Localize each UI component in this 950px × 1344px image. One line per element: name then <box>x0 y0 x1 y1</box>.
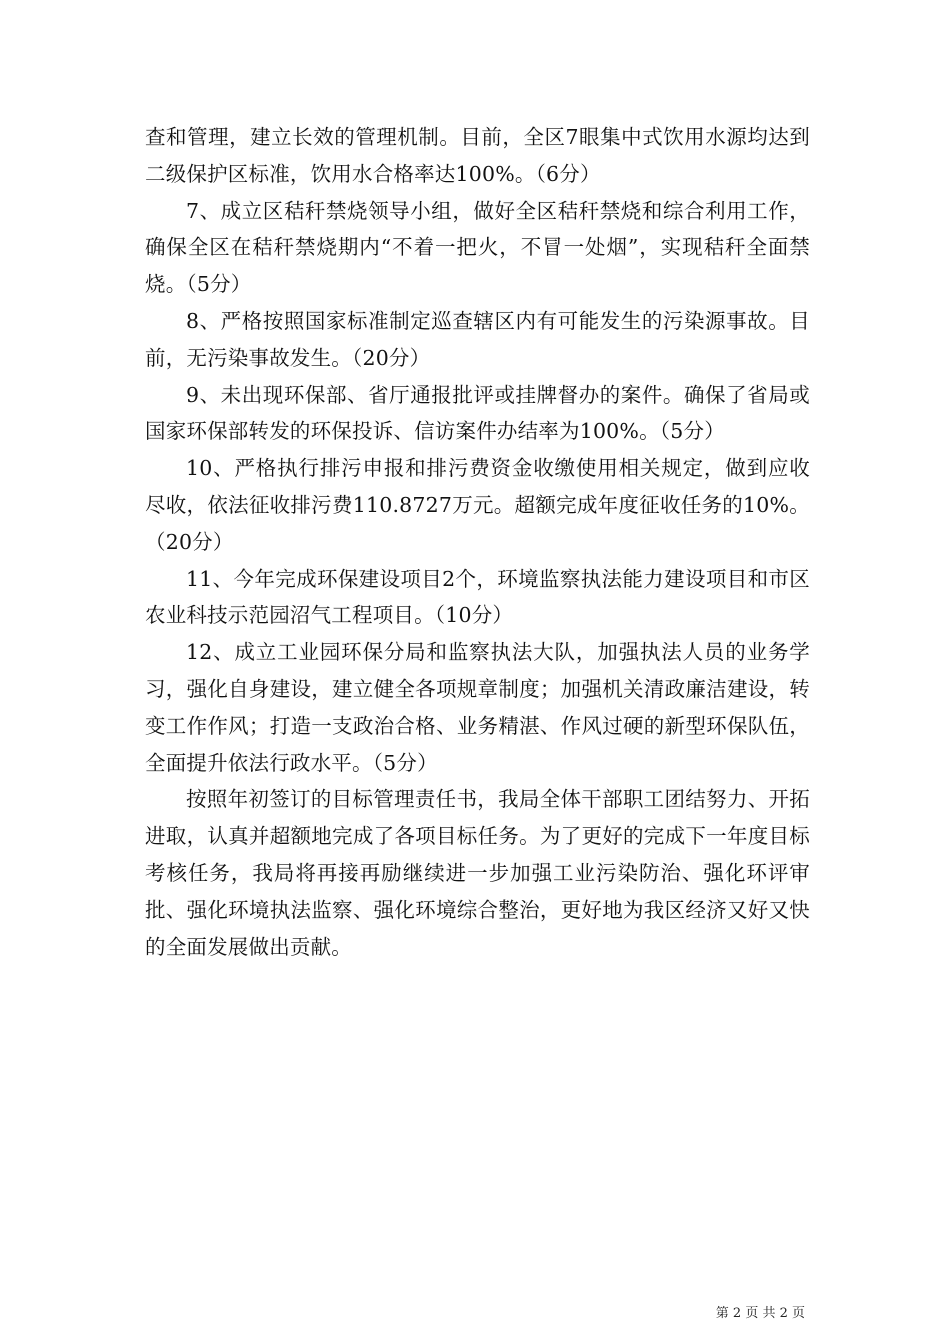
page-number-footer: 第 2 页 共 2 页 <box>715 1306 805 1321</box>
paragraph-item-8: 8、严格按照国家标准制定巡查辖区内有可能发生的污染源事故。目前，无污染事故发生。（20分） <box>145 308 810 370</box>
document-body <box>145 119 810 965</box>
paragraph-conclusion: 按照年初签订的目标管理责任书，我局全体干部职工团结努力、开拓进取，认真并超额地完成了各项目标任务。为了更好的完成下一年度目标考核任务，我局将再接再励继续进一步加强工业污染防治、强化环评审批、强化环境执法监察、强化环境综合整治，更好地为我区经济又好又快的全面发展做出贡献。 <box>145 787 810 959</box>
paragraph-item-7: 7、成立区秸秆禁烧领导小组，做好全区秸秆禁烧和综合利用工作，确保全区在秸秆禁烧期内“不着一把火，不冒一处烟”，实现秸秆全面禁烧。（5分） <box>145 198 810 297</box>
paragraph-item-10: 10、严格执行排污申报和排污费资金收缴使用相关规定，做到应收尽收，依法征收排污费110.8727万元。超额完成年度征收任务的10%。（20分） <box>145 456 810 554</box>
paragraph-item-9: 9、未出现环保部、省厅通报批评或挂牌督办的案件。确保了省局或国家环保部转发的环保投诉、信访案件办结率为100%。（5分） <box>145 382 810 444</box>
paragraph-continuation: 查和管理，建立长效的管理机制。目前，全区7眼集中式饮用水源均达到二级保护区标准，饮用水合格率达100%。（6分） <box>145 125 810 186</box>
paragraph-item-12: 12、成立工业园环保分局和监察执法大队，加强执法人员的业务学习，强化自身建设，建立健全各项规章制度；加强机关清政廉洁建设，转变工作作风；打造一支政治合格、业务精湛、作风过硬的新型环保队伍，全面提升依法行政水平。（5分） <box>145 640 810 775</box>
paragraph-item-11: 11、今年完成环保建设项目2个，环境监察执法能力建设项目和市区农业科技示范园沼气工程项目。（10分） <box>145 566 810 628</box>
